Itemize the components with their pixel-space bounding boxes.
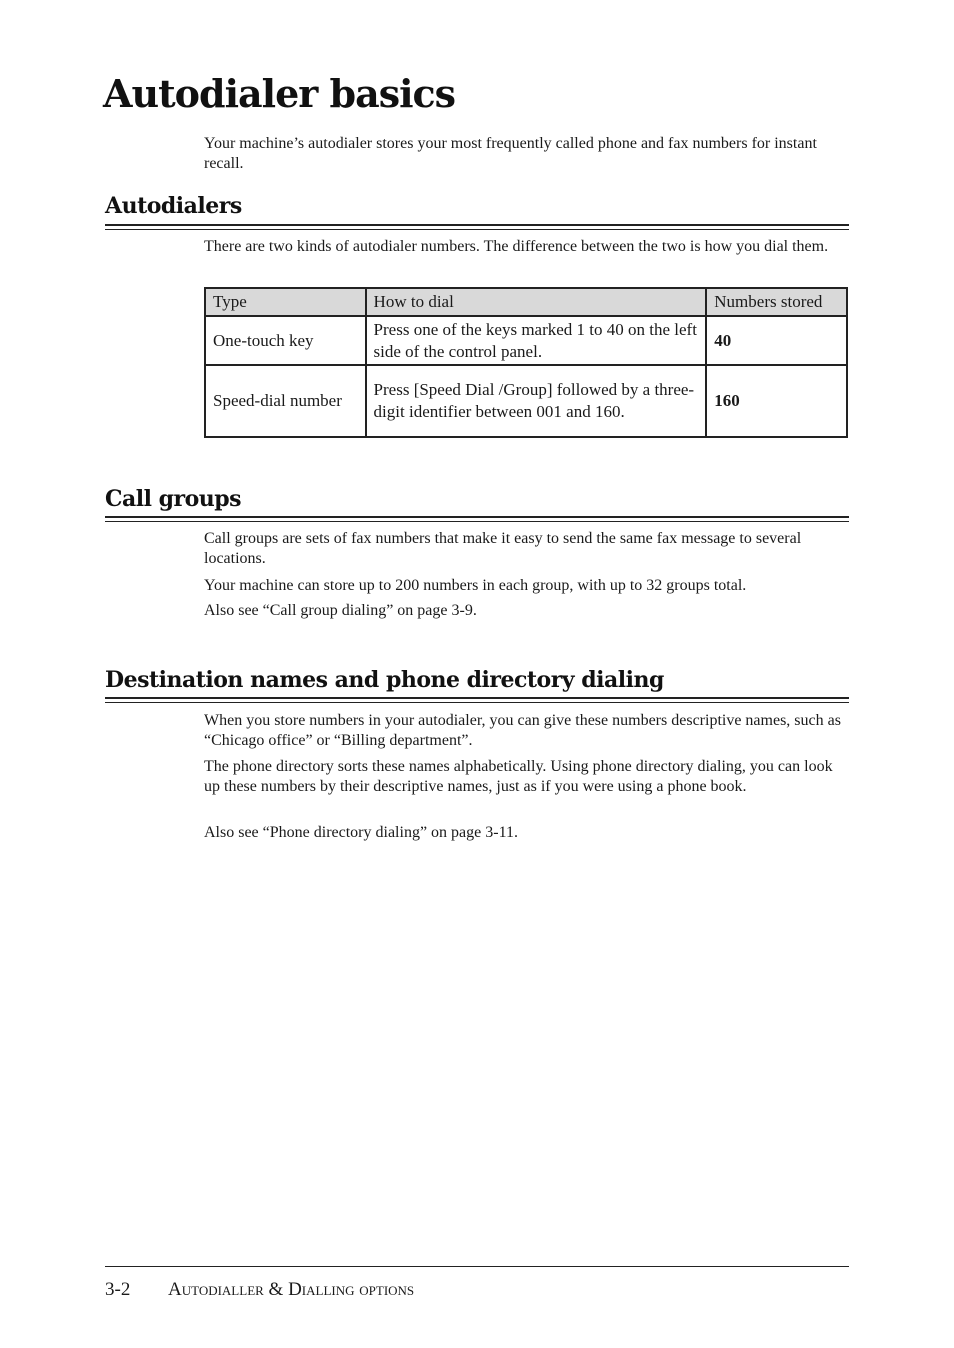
- autodialers-paragraph: There are two kinds of autodialer numbers. The difference between the two is how you dial them.: [204, 238, 829, 255]
- table-header-cell: How to dial: [366, 288, 707, 316]
- page-title: Autodialer basics: [103, 71, 456, 116]
- intro-paragraph: Your machine’s autodialer stores your most frequently called phone and fax numbers for instant recall.: [204, 135, 817, 172]
- footer-page-number: 3-2: [105, 1279, 131, 1300]
- section-divider: [105, 697, 849, 703]
- table-cell-numbers-stored: 160: [706, 365, 847, 437]
- destination-names-paragraph: The phone directory sorts these names alphabetically. Using phone directory dialing, you can look up these numbers by their descriptive names, just as if you were using a phone book.: [204, 758, 833, 795]
- table-cell-how-to-dial: Press one of the keys marked 1 to 40 on the left side of the control panel.: [366, 316, 707, 365]
- table-header-row: [205, 288, 847, 316]
- table-cell-type: Speed-dial number: [205, 365, 366, 437]
- section-heading-call-groups: Call groups: [105, 486, 242, 512]
- section-divider: [105, 224, 849, 230]
- destination-names-paragraph: When you store numbers in your autodialer, you can give these numbers descriptive names, such as “Chicago office” or “Billing department”.: [204, 712, 841, 749]
- call-groups-paragraph: Call groups are sets of fax numbers that make it easy to send the same fax message to several locations.: [204, 530, 802, 567]
- table-row: [205, 316, 847, 365]
- call-groups-paragraph: Your machine can store up to 200 numbers in each group, with up to 32 groups total.: [204, 577, 747, 594]
- section-heading-destination-names: Destination names and phone directory dialing: [105, 667, 664, 693]
- destination-names-see-also: Also see “Phone directory dialing” on page 3-11.: [204, 824, 518, 841]
- call-groups-see-also: Also see “Call group dialing” on page 3-9.: [204, 602, 477, 619]
- footer-chapter-title: Autodialler & Dialling options: [168, 1279, 415, 1300]
- autodialer-types-table: [204, 287, 848, 438]
- table-row: [205, 365, 847, 437]
- table-cell-numbers-stored: 40: [706, 316, 847, 365]
- table-header-cell: Numbers stored: [706, 288, 847, 316]
- section-heading-autodialers: Autodialers: [105, 193, 242, 219]
- table-cell-type: One-touch key: [205, 316, 366, 365]
- table-cell-how-to-dial: Press [Speed Dial /Group] followed by a three-digit identifier between 001 and 160.: [366, 365, 707, 437]
- section-divider: [105, 516, 849, 522]
- footer-divider: [105, 1266, 849, 1267]
- table-header-cell: Type: [205, 288, 366, 316]
